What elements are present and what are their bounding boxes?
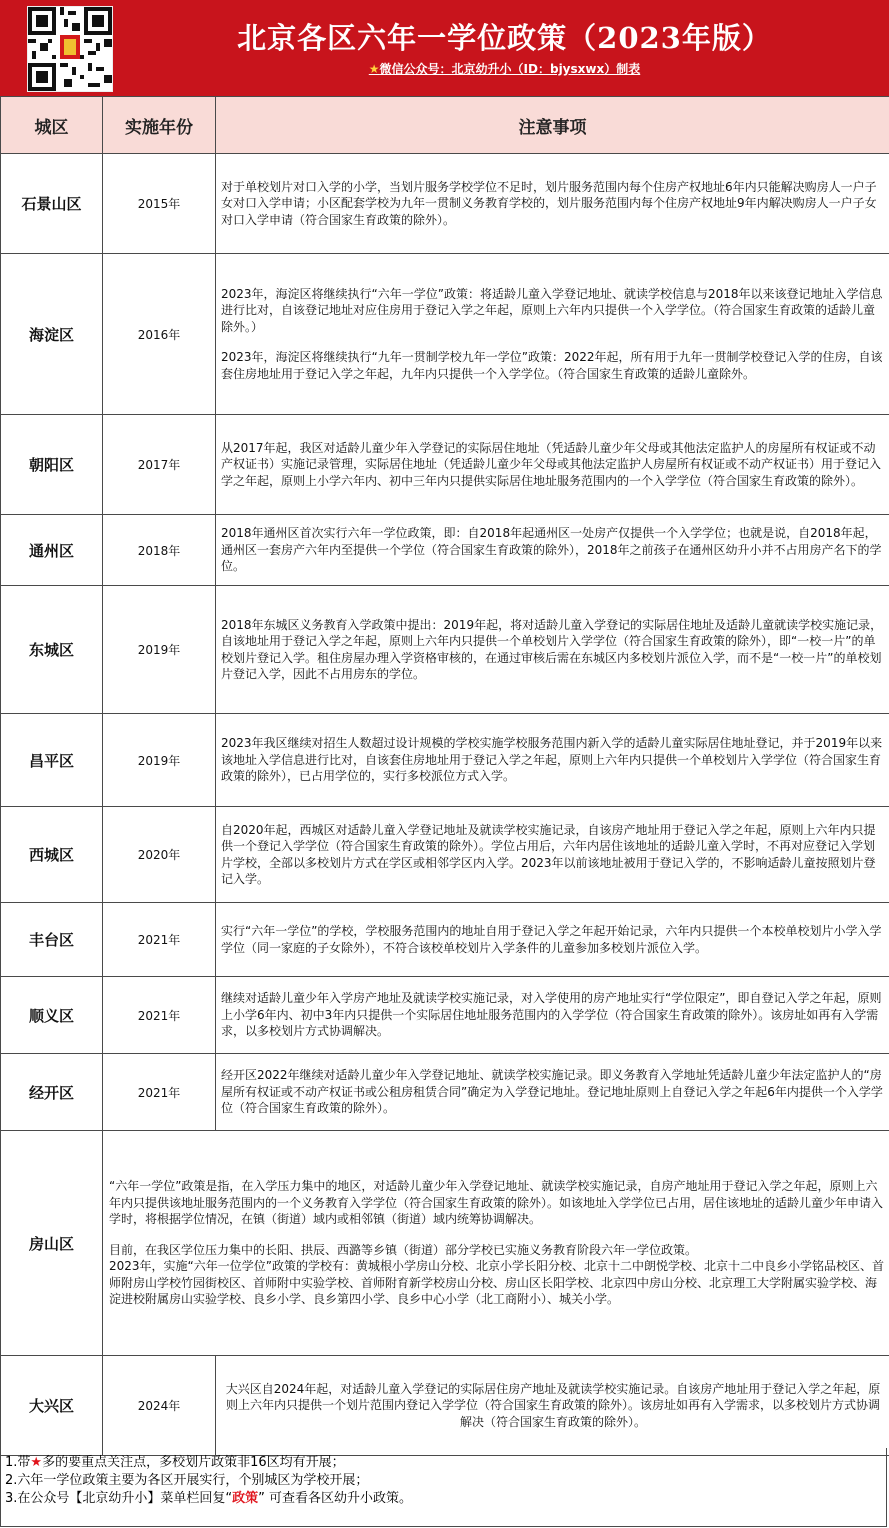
subtitle-text: 微信公众号：北京幼升小（ID：bjysxwx）制表 [379, 62, 641, 76]
footer-line-1: 1.带★多的要重点关注点，多校划片政策非16区均有开展； [5, 1455, 345, 1470]
district-cell: 西城区 [1, 807, 103, 903]
table-row [1, 977, 889, 1054]
footer-notes [0, 1448, 887, 1527]
column-header-district: 城区 [1, 97, 103, 154]
table-row [1, 1356, 889, 1456]
district-cell: 通州区 [1, 515, 103, 586]
district-cell: 经开区 [1, 1054, 103, 1131]
table-row [1, 415, 889, 515]
notes-paragraph: “六年一学位”政策是指，在入学压力集中的地区，对适龄儿童少年入学登记地址、就读学校实施记录，自房产地址用于登记入学之年起，原则上六年内只提供该地址服务范围内的一个义务教育入学学位（符合国家生育政策的除外）。如该地址入学学位已占用，居住该地址的适龄儿童少年申请入学时，将根据学位情况，在镇（街道）域内或相邻镇（街道）域内统筹协调解决。 [109, 1179, 884, 1227]
table-header-row [1, 97, 889, 154]
notes-cell [216, 903, 889, 977]
notes-cell [216, 807, 889, 903]
notes-paragraph: 继续对适龄儿童少年入学房产地址及就读学校实施记录，对入学使用的房产地址实行“学位限定”，即自登记入学之年起，原则上小学6年内、初中3年内只提供一个实际居住地址服务范围内的入学学位（符合国家生育政策的除外）。该房址如再有入学需求，以多校划片方式协调解决。 [221, 991, 882, 1039]
column-header-year: 实施年份 [103, 97, 216, 154]
notes-cell [216, 714, 889, 807]
table-row [1, 515, 889, 586]
qr-code [27, 6, 113, 92]
notes-paragraph: 实行“六年一学位”的学校，学校服务范围内的地址自用于登记入学之年起开始记录，六年内只提供一个本校单校划片小学入学学位（同一家庭的子女除外），不符合该校单校划片入学条件的儿童参加多校划片派位入学。 [221, 924, 882, 955]
table-row [1, 1131, 889, 1356]
notes-cell [216, 415, 889, 515]
year-cell: 2015年 [103, 154, 216, 254]
notes-paragraph: 大兴区自2024年起，对适龄儿童入学登记的实际居住房产地址及就读学校实施记录。自该房产地址用于登记入学之年起，原则上六年内只提供一个划片范围内登记入学学位（符合国家生育政策的除外）。该房址如再有入学需求，以多校划片方式协调解决（符合国家生育政策的除外）。 [225, 1381, 881, 1429]
notes-cell [216, 154, 889, 254]
notes-paragraph: 自2020年起，西城区对适龄儿童入学登记地址及就读学校实施记录，自该房产地址用于登记入学之年起，原则上六年内只提供一个登记入学学位（符合国家生育政策的除外）。学位占用后，六年内居住该地址的适龄儿童入学时，不再对应登记入学划片学校，全部以多校划片方式在学区或相邻学区内入学。2023年以前该地址被用于登记入学的，不影响适龄儿童按照划片登记入学。 [221, 822, 876, 886]
district-cell: 丰台区 [1, 903, 103, 977]
star-icon: ★ [368, 62, 380, 76]
district-cell: 大兴区 [1, 1356, 103, 1456]
notes-paragraph: 经开区2022年继续对适龄儿童少年入学登记地址、就读学校实施记录。即义务教育入学地址凭适龄儿童少年法定监护人的“房屋所有权证或不动产权证书或公租房租赁合同”确定为入学登记地址。登记地址原则上自登记入学之年起6年内提供一个入学学位（符合国家生育政策的除外）。 [221, 1068, 883, 1116]
policy-table [0, 96, 889, 1456]
year-cell: 2019年 [103, 586, 216, 714]
column-header-notes: 注意事项 [216, 97, 889, 154]
table-row [1, 807, 889, 903]
notes-cell [216, 977, 889, 1054]
notes-cell [216, 1356, 889, 1456]
footer-line-2: 2.六年一学位政策主要为各区开展实行，个别城区为学校开展； [5, 1473, 369, 1488]
district-cell: 房山区 [1, 1131, 103, 1356]
notes-paragraph: 2018年东城区义务教育入学政策中提出：2019年起，将对适龄儿童入学登记的实际居住地址及适龄儿童就读学校实施记录，自该地址用于登记入学之年起，原则上六年内只提供一个单校划片入学学位（符合国家生育政策的除外），即“一校一片”的单校划片登记入学。租住房屋办理入学资格审核的，在通过审核后需在东城区内多校划片派位入学，而不是“一校一片”的单校划片登记入学，因此不占用房东的学位。 [221, 617, 883, 681]
page-title: 北京各区六年一学位政策（2023年版） [237, 21, 772, 55]
table-row [1, 254, 889, 415]
notes-cell [216, 586, 889, 714]
year-cell: 2018年 [103, 515, 216, 586]
notes-paragraph: 2023年我区继续对招生人数超过设计规模的学校实施学校服务范围内新入学的适龄儿童实际居住地址登记，并于2019年以来该地址入学信息进行比对，自该套住房地址用于登记入学之年起，原则上六年内只提供一个单校划片入学学位（符合国家生育政策的除外），已占用学位的，实行多校派位方式入学。 [221, 736, 883, 784]
notes-paragraph: 2023年，海淀区将继续执行“九年一贯制学校九年一学位”政策：2022年起，所有用于九年一贯制学校登记入学的住房，自该套住房地址用于登记入学之年起，九年内只提供一个入学学位。（符合国家生育政策的适龄儿童除外。 [221, 350, 883, 381]
notes-cell [216, 1054, 889, 1131]
star-icon: ★ [30, 1455, 43, 1470]
year-cell: 2021年 [103, 903, 216, 977]
page-subtitle [120, 60, 889, 77]
district-cell: 海淀区 [1, 254, 103, 415]
notes-paragraph: 从2017年起，我区对适龄儿童少年入学登记的实际居住地址（凭适龄儿童少年父母或其他法定监护人的房屋所有权证或不动产权证书）实施记录管理，实际居住地址（凭适龄儿童少年父母或其他法定监护人房屋所有权证或不动产权证书）用于登记入学之年起，原则上小学六年内、初中三年内只提供实际居住地址服务范围内的一个入学学位（符合国家生育政策的除外）。 [221, 440, 882, 488]
district-cell: 石景山区 [1, 154, 103, 254]
year-cell: 2021年 [103, 1054, 216, 1131]
table-row [1, 903, 889, 977]
notes-paragraph: 对于单校划片对口入学的小学，当划片服务学校学位不足时，划片服务范围内每个住房产权地址6年内只能解决购房人一户子女对口入学申请；小区配套学校为九年一贯制义务教育学校的，划片服务范围内每个住房产权地址9年内解决购房人一户子女对口入学申请（符合国家生育政策的除外）。 [221, 179, 877, 227]
notes-cell [216, 254, 889, 415]
year-cell: 2017年 [103, 415, 216, 515]
year-cell: 2016年 [103, 254, 216, 415]
notes-paragraph: 2023年，实施“六年一位学位”政策的学校有：黄城根小学房山分校、北京小学长阳分校、北京十二中朗悦学校、北京十二中良乡小学铭品校区、首师附房山学校竹园街校区、首师附中实验学校、首师附育新学校房山分校、房山区长阳学校、北京四中房山分校、北京理工大学附属实验学校、海淀进校附属房山实验学校、良乡小学、良乡第四小学、良乡中心小学（北工商附小）、城关小学。 [109, 1259, 884, 1307]
district-cell: 朝阳区 [1, 415, 103, 515]
header-banner [0, 0, 889, 96]
footer-line-3: 3.在公众号【北京幼升小】菜单栏回复“政策” 可查看各区幼升小政策。 [5, 1491, 413, 1506]
table-row [1, 154, 889, 254]
district-cell: 昌平区 [1, 714, 103, 807]
policy-keyword: 政策 [232, 1491, 259, 1506]
district-cell: 东城区 [1, 586, 103, 714]
table-row [1, 714, 889, 807]
year-cell: 2020年 [103, 807, 216, 903]
table-row [1, 586, 889, 714]
notes-paragraph: 2023年，海淀区将继续执行“六年一学位”政策：将适龄儿童入学登记地址、就读学校信息与2018年以来该登记地址入学信息进行比对，自该登记地址对应住房用于登记入学之年起，原则上六年内只提供一个入学学位。（符合国家生育政策的适龄儿童除外。） [221, 286, 883, 334]
year-cell: 2019年 [103, 714, 216, 807]
district-cell: 顺义区 [1, 977, 103, 1054]
year-cell: 2021年 [103, 977, 216, 1054]
table-row [1, 1054, 889, 1131]
notes-cell [216, 515, 889, 586]
year-cell: 2024年 [103, 1356, 216, 1456]
notes-cell [103, 1131, 889, 1356]
notes-paragraph: 目前，在我区学位压力集中的长阳、拱辰、西潞等乡镇（街道）部分学校已实施义务教育阶段六年一学位政策。 [109, 1242, 698, 1257]
notes-paragraph: 2018年通州区首次实行六年一学位政策，即：自2018年起通州区一处房产仅提供一个入学学位；也就是说，自2018年起，通州区一套房产六年内至提供一个学位（符合国家生育政策的除外），2018年之前孩子在通州区幼升小并不占用房产名下的学位。 [221, 526, 882, 574]
